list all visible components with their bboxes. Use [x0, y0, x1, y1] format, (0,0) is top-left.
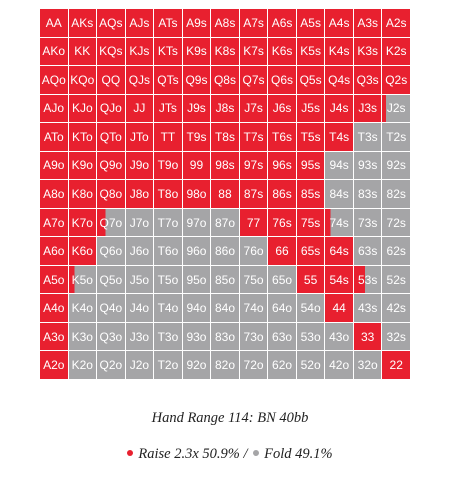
hand-cell-j8o: J8o	[126, 180, 155, 209]
hand-cell-j4o: J4o	[126, 294, 155, 323]
hand-cell-q5o: Q5o	[97, 266, 126, 295]
hand-cell-a2o: A2o	[40, 351, 69, 380]
hand-cell-72s: 72s	[382, 209, 411, 238]
hand-cell-75o: 75o	[240, 266, 269, 295]
hand-cell-43o: 43o	[325, 323, 354, 352]
hand-cell-q6s: Q6s	[268, 66, 297, 95]
hand-cell-88: 88	[211, 180, 240, 209]
hand-cell-k3o: K3o	[69, 323, 98, 352]
hand-cell-j7s: J7s	[240, 95, 269, 124]
hand-cell-64o: 64o	[268, 294, 297, 323]
hand-cell-92s: 92s	[382, 152, 411, 181]
hand-cell-83s: 83s	[354, 180, 383, 209]
hand-cell-j6o: J6o	[126, 237, 155, 266]
hand-cell-64s: 64s	[325, 237, 354, 266]
hand-cell-q8s: Q8s	[211, 66, 240, 95]
hand-cell-k8s: K8s	[211, 38, 240, 67]
hand-cell-jto: JTo	[126, 123, 155, 152]
hand-cell-j4s: J4s	[325, 95, 354, 124]
hand-cell-66: 66	[268, 237, 297, 266]
hand-cell-kto: KTo	[69, 123, 98, 152]
hand-cell-q4o: Q4o	[97, 294, 126, 323]
hand-cell-97s: 97s	[240, 152, 269, 181]
hand-cell-kjo: KJo	[69, 95, 98, 124]
hand-cell-k2o: K2o	[69, 351, 98, 380]
hand-cell-82o: 82o	[211, 351, 240, 380]
hand-cell-42s: 42s	[382, 294, 411, 323]
hand-cell-22: 22	[382, 351, 411, 380]
hand-cell-93s: 93s	[354, 152, 383, 181]
hand-cell-a8s: A8s	[211, 9, 240, 38]
hand-cell-94s: 94s	[325, 152, 354, 181]
hand-cell-54s: 54s	[325, 266, 354, 295]
hand-cell-qto: QTo	[97, 123, 126, 152]
hand-cell-q9o: Q9o	[97, 152, 126, 181]
hand-cell-q9s: Q9s	[183, 66, 212, 95]
hand-cell-52o: 52o	[297, 351, 326, 380]
raise-legend-label: Raise 2.3x 50.9%	[138, 446, 240, 462]
hand-cell-k6o: K6o	[69, 237, 98, 266]
hand-cell-k8o: K8o	[69, 180, 98, 209]
hand-cell-k9s: K9s	[183, 38, 212, 67]
hand-cell-65s: 65s	[297, 237, 326, 266]
hand-cell-97o: 97o	[183, 209, 212, 238]
hand-cell-96o: 96o	[183, 237, 212, 266]
hand-cell-84o: 84o	[211, 294, 240, 323]
hand-cell-kjs: KJs	[126, 38, 155, 67]
chart-title: Hand Range 114: BN 40bb	[151, 410, 309, 426]
hand-cell-53o: 53o	[297, 323, 326, 352]
hand-cell-a7o: A7o	[40, 209, 69, 238]
hand-cell-95s: 95s	[297, 152, 326, 181]
hand-cell-q3o: Q3o	[97, 323, 126, 352]
hand-cell-84s: 84s	[325, 180, 354, 209]
hand-cell-q2o: Q2o	[97, 351, 126, 380]
hand-cell-93o: 93o	[183, 323, 212, 352]
hand-cell-j9s: J9s	[183, 95, 212, 124]
hand-cell-t8o: T8o	[154, 180, 183, 209]
hand-cell-a3o: A3o	[40, 323, 69, 352]
hand-cell-85o: 85o	[211, 266, 240, 295]
hand-cell-k5s: K5s	[297, 38, 326, 67]
hand-cell-t9o: T9o	[154, 152, 183, 181]
hand-cell-a3s: A3s	[354, 9, 383, 38]
hand-cell-qts: QTs	[154, 66, 183, 95]
hand-cell-tt: TT	[154, 123, 183, 152]
hand-cell-86s: 86s	[268, 180, 297, 209]
hand-cell-44: 44	[325, 294, 354, 323]
hand-cell-j2o: J2o	[126, 351, 155, 380]
hand-cell-t7o: T7o	[154, 209, 183, 238]
legend-separator: /	[243, 446, 248, 462]
hand-cell-qjo: QJo	[97, 95, 126, 124]
hand-cell-87o: 87o	[211, 209, 240, 238]
hand-cell-99: 99	[183, 152, 212, 181]
hand-cell-k3s: K3s	[354, 38, 383, 67]
hand-cell-a8o: A8o	[40, 180, 69, 209]
hand-cell-t4s: T4s	[325, 123, 354, 152]
hand-cell-62o: 62o	[268, 351, 297, 380]
hand-cell-q3s: Q3s	[354, 66, 383, 95]
hand-cell-87s: 87s	[240, 180, 269, 209]
hand-cell-t5o: T5o	[154, 266, 183, 295]
hand-cell-jts: JTs	[154, 95, 183, 124]
hand-cell-k7s: K7s	[240, 38, 269, 67]
hand-cell-q2s: Q2s	[382, 66, 411, 95]
hand-cell-73s: 73s	[354, 209, 383, 238]
hand-cell-k9o: K9o	[69, 152, 98, 181]
hand-cell-t6s: T6s	[268, 123, 297, 152]
hand-cell-q7s: Q7s	[240, 66, 269, 95]
hand-cell-q6o: Q6o	[97, 237, 126, 266]
hand-cell-73o: 73o	[240, 323, 269, 352]
hand-cell-q8o: Q8o	[97, 180, 126, 209]
hand-cell-63o: 63o	[268, 323, 297, 352]
hand-cell-j3o: J3o	[126, 323, 155, 352]
hand-cell-a9o: A9o	[40, 152, 69, 181]
hand-cell-98o: 98o	[183, 180, 212, 209]
hand-cell-qjs: QJs	[126, 66, 155, 95]
hand-cell-t3o: T3o	[154, 323, 183, 352]
hand-cell-a5s: A5s	[297, 9, 326, 38]
hand-cell-aks: AKs	[69, 9, 98, 38]
hand-cell-aqs: AQs	[97, 9, 126, 38]
hand-cell-33: 33	[354, 323, 383, 352]
hand-cell-t5s: T5s	[297, 123, 326, 152]
hand-cell-k4s: K4s	[325, 38, 354, 67]
hand-cell-q5s: Q5s	[297, 66, 326, 95]
fold-legend-label: Fold 49.1%	[264, 446, 333, 462]
hand-cell-32s: 32s	[382, 323, 411, 352]
hand-cell-a5o: A5o	[40, 266, 69, 295]
hand-cell-aa: AA	[40, 9, 69, 38]
fold-legend-dot	[253, 450, 259, 456]
hand-cell-kts: KTs	[154, 38, 183, 67]
legend	[0, 446, 460, 463]
hand-cell-t6o: T6o	[154, 237, 183, 266]
hand-cell-77: 77	[240, 209, 269, 238]
hand-cell-k6s: K6s	[268, 38, 297, 67]
hand-cell-k7o: K7o	[69, 209, 98, 238]
hand-cell-85s: 85s	[297, 180, 326, 209]
hand-cell-j7o: J7o	[126, 209, 155, 238]
hand-cell-t7s: T7s	[240, 123, 269, 152]
hand-cell-t2s: T2s	[382, 123, 411, 152]
hand-cell-a9s: A9s	[183, 9, 212, 38]
hand-cell-j5o: J5o	[126, 266, 155, 295]
hand-cell-72o: 72o	[240, 351, 269, 380]
hand-cell-a2s: A2s	[382, 9, 411, 38]
hand-cell-43s: 43s	[354, 294, 383, 323]
hand-cell-t2o: T2o	[154, 351, 183, 380]
hand-cell-k4o: K4o	[69, 294, 98, 323]
hand-cell-65o: 65o	[268, 266, 297, 295]
hand-cell-ajs: AJs	[126, 9, 155, 38]
hand-cell-53s: 53s	[354, 266, 383, 295]
hand-cell-ajo: AJo	[40, 95, 69, 124]
hand-cell-k2s: K2s	[382, 38, 411, 67]
hand-cell-kk: KK	[69, 38, 98, 67]
hand-cell-32o: 32o	[354, 351, 383, 380]
hand-cell-55: 55	[297, 266, 326, 295]
hand-cell-42o: 42o	[325, 351, 354, 380]
hand-cell-k5o: K5o	[69, 266, 98, 295]
hand-cell-95o: 95o	[183, 266, 212, 295]
hand-cell-63s: 63s	[354, 237, 383, 266]
hand-cell-ato: ATo	[40, 123, 69, 152]
hand-cell-ako: AKo	[40, 38, 69, 67]
hand-cell-a4o: A4o	[40, 294, 69, 323]
hand-cell-q4s: Q4s	[325, 66, 354, 95]
hand-cell-74s: 74s	[325, 209, 354, 238]
hand-cell-94o: 94o	[183, 294, 212, 323]
hand-cell-aqo: AQo	[40, 66, 69, 95]
hand-cell-52s: 52s	[382, 266, 411, 295]
hand-cell-j2s: J2s	[382, 95, 411, 124]
raise-legend-dot	[127, 450, 133, 456]
hand-cell-kqo: KQo	[69, 66, 98, 95]
hand-cell-t3s: T3s	[354, 123, 383, 152]
hand-cell-62s: 62s	[382, 237, 411, 266]
hand-cell-98s: 98s	[211, 152, 240, 181]
hand-cell-t4o: T4o	[154, 294, 183, 323]
hand-cell-76o: 76o	[240, 237, 269, 266]
hand-cell-t9s: T9s	[183, 123, 212, 152]
hand-cell-jj: JJ	[126, 95, 155, 124]
hand-cell-86o: 86o	[211, 237, 240, 266]
hand-range-grid	[40, 9, 411, 380]
hand-cell-t8s: T8s	[211, 123, 240, 152]
hand-cell-j5s: J5s	[297, 95, 326, 124]
hand-cell-qq: QQ	[97, 66, 126, 95]
hand-cell-ats: ATs	[154, 9, 183, 38]
hand-cell-a4s: A4s	[325, 9, 354, 38]
hand-cell-96s: 96s	[268, 152, 297, 181]
hand-cell-82s: 82s	[382, 180, 411, 209]
hand-cell-q7o: Q7o	[97, 209, 126, 238]
hand-cell-kqs: KQs	[97, 38, 126, 67]
hand-cell-j3s: J3s	[354, 95, 383, 124]
hand-cell-54o: 54o	[297, 294, 326, 323]
hand-cell-92o: 92o	[183, 351, 212, 380]
hand-cell-j8s: J8s	[211, 95, 240, 124]
hand-cell-83o: 83o	[211, 323, 240, 352]
hand-cell-75s: 75s	[297, 209, 326, 238]
hand-cell-74o: 74o	[240, 294, 269, 323]
hand-cell-76s: 76s	[268, 209, 297, 238]
hand-cell-j9o: J9o	[126, 152, 155, 181]
hand-cell-a6s: A6s	[268, 9, 297, 38]
hand-cell-a7s: A7s	[240, 9, 269, 38]
hand-cell-a6o: A6o	[40, 237, 69, 266]
hand-cell-j6s: J6s	[268, 95, 297, 124]
